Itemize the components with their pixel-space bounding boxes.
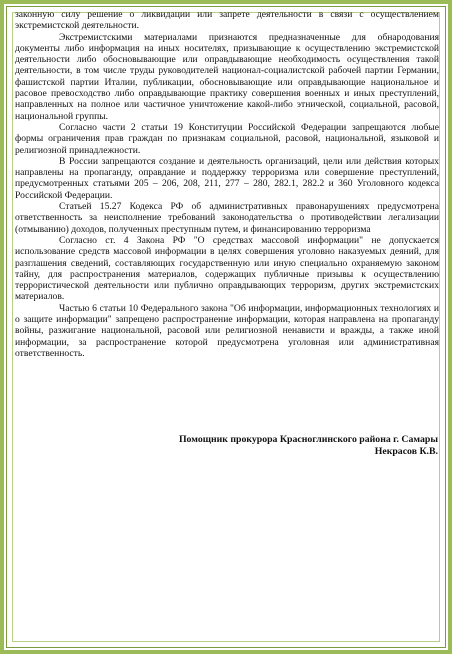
paragraph-constitution: Согласно части 2 статьи 19 Конституции Российской Федерации запрещаются любые формы ограничения прав граждан по признакам социальной, расовой, национальной, языковой и религиозной принадлежности.	[15, 121, 439, 156]
signature-name: Некрасов К.В.	[374, 446, 438, 457]
paragraph-mass-media-law: Согласно ст. 4 Закона РФ "О средствах массовой информации" не допускается использование средств массовой информации в целях совершения уголовно наказуемых деяний, для разглашения сведений, составляющих государственную или иную специально охраняемую законом тайну, для распространения материалов, содержащих публичные призывы к осуществлению террористической деятельности или публично оправдывающих терроризм, других экстремистских материалов.	[15, 234, 439, 303]
document-body	[15, 9, 439, 359]
paragraph-liquidation: законную силу решение о ликвидации или запрете деятельности в связи с осуществлением экстремистской деятельности.	[15, 9, 439, 32]
paragraph-administrative-code: Статьей 15.27 Кодекса РФ об административных правонарушениях предусмотрена ответственность за неисполнение требований законодательства о противодействии легализации (отмыванию) доходов, полученных преступным путем, и финансированию терроризма	[15, 201, 439, 235]
signature-block	[15, 434, 438, 458]
paragraph-organizations: В России запрещаются создание и деятельность организаций, цели или действия которых направлены на пропаганду, оправдание и поддержку терроризма или совершение преступлений, предусмотренных статьями 205 – 206, 208, 211, 277 – 280, 282.1, 282.2 и 360 Уголовного кодекса Российской Федерации.	[15, 155, 439, 201]
paragraph-information-law: Частью 6 статьи 10 Федерального закона "Об информации, информационных технологиях и о защите информации" запрещено распространение информации, которая направлена на пропаганду войны, разжигание национальной, расовой или религиозной ненависти и вражды, а также иной информации, за распространение которой предусмотрена уголовная или административная ответственность.	[15, 302, 439, 359]
signature-position: Помощник прокурора Красноглинского района г. Самары	[178, 434, 438, 445]
paragraph-extremist-materials: Экстремистскими материалами признаются предназначенные для обнародования документы либо информация на иных носителях, призывающие к осуществлению экстремистской деятельности либо обосновывающие или оправдывающие необходимость осуществления такой деятельности, в том числе труды руководителей национал-социалистской рабочей партии Германии, фашистской партии Италии, публикации, обосновывающие или оправдывающие национальное и расовое превосходство либо оправдывающие практику совершения военных и иных преступлений, направленных на полное или частичное уничтожение какой-либо этнической, социальной, расовой, национальной группы.	[15, 31, 439, 122]
